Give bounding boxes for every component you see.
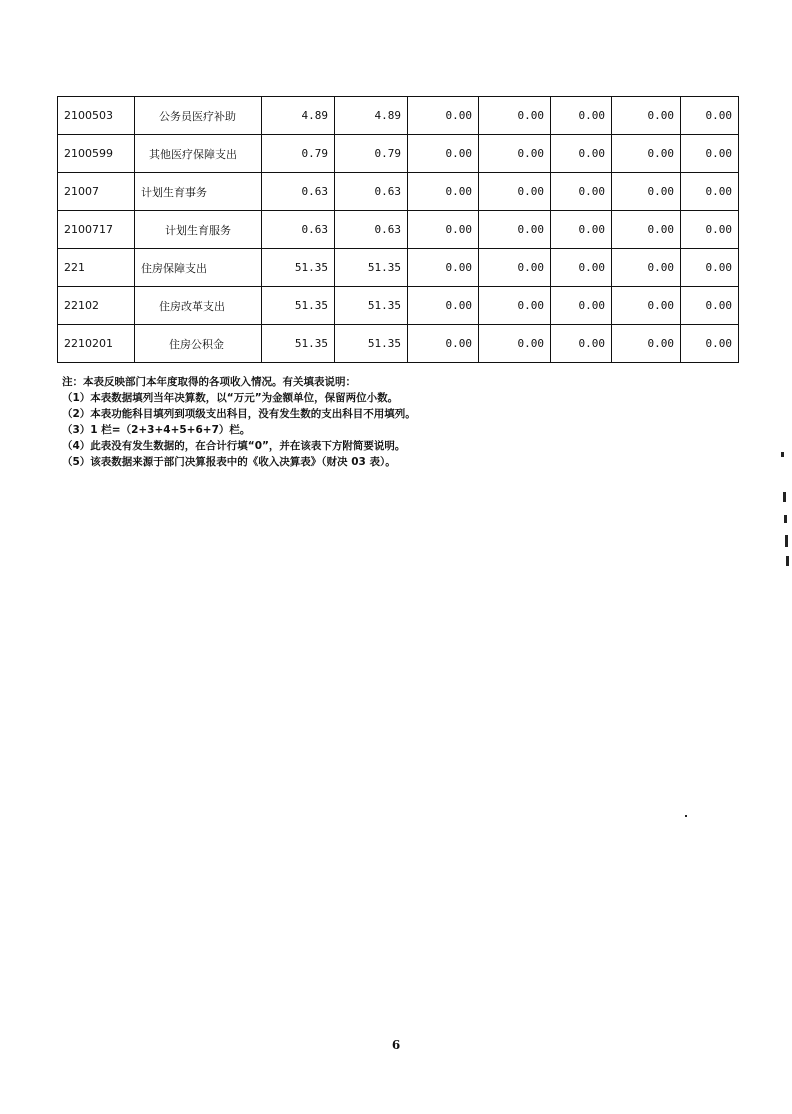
col-4: 0.00 [479,287,551,325]
col-4: 0.00 [479,173,551,211]
col-6: 0.00 [612,211,681,249]
subject-code: 2100599 [58,135,135,173]
scan-artifact [785,535,788,547]
col-1-total: 4.89 [262,97,335,135]
col-3: 0.00 [408,211,479,249]
subject-code: 2100503 [58,97,135,135]
table-row [58,249,739,287]
col-6: 0.00 [612,135,681,173]
col-4: 0.00 [479,325,551,363]
subject-name: 住房公积金 [135,325,262,363]
col-6: 0.00 [612,97,681,135]
note-item: （1）本表数据填列当年决算数，以“万元”为金额单位，保留两位小数。 [62,392,399,404]
col-2: 0.79 [335,135,408,173]
subject-name: 公务员医疗补助 [135,97,262,135]
col-4: 0.00 [479,249,551,287]
col-4: 0.00 [479,97,551,135]
col-2: 51.35 [335,249,408,287]
col-3: 0.00 [408,287,479,325]
scan-artifact [781,452,784,457]
table-row [58,325,739,363]
scan-artifact [784,515,787,523]
table-row [58,211,739,249]
subject-code: 21007 [58,173,135,211]
col-7: 0.00 [681,287,739,325]
col-5: 0.00 [551,211,612,249]
note-item: （5）该表数据来源于部门决算报表中的《收入决算表》（财决 03 表）。 [62,456,396,468]
col-7: 0.00 [681,97,739,135]
col-2: 4.89 [335,97,408,135]
col-1-total: 0.63 [262,211,335,249]
col-1-total: 51.35 [262,249,335,287]
col-5: 0.00 [551,97,612,135]
col-6: 0.00 [612,249,681,287]
col-7: 0.00 [681,211,739,249]
col-5: 0.00 [551,249,612,287]
col-6: 0.00 [612,287,681,325]
col-6: 0.00 [612,173,681,211]
income-table [57,96,739,363]
col-4: 0.00 [479,135,551,173]
scan-artifact [786,556,789,566]
page-number: 6 [391,1038,401,1052]
note-item: （4）此表没有发生数据的，在合计行填“0”，并在该表下方附简要说明。 [62,440,406,452]
subject-name: 住房改革支出 [135,287,262,325]
col-7: 0.00 [681,135,739,173]
subject-code: 2210201 [58,325,135,363]
col-1-total: 51.35 [262,287,335,325]
col-7: 0.00 [681,249,739,287]
table-row [58,97,739,135]
col-1-total: 51.35 [262,325,335,363]
subject-name: 计划生育事务 [135,173,262,211]
subject-code: 22102 [58,287,135,325]
col-3: 0.00 [408,249,479,287]
scan-artifact [685,815,687,817]
subject-code: 2100717 [58,211,135,249]
col-2: 0.63 [335,211,408,249]
col-5: 0.00 [551,287,612,325]
subject-name: 住房保障支出 [135,249,262,287]
col-6: 0.00 [612,325,681,363]
col-7: 0.00 [681,173,739,211]
table-row [58,173,739,211]
note-item: （2）本表功能科目填列到项级支出科目，没有发生数的支出科目不用填列。 [62,408,416,420]
notes-heading: 注：本表反映部门本年度取得的各项收入情况。有关填表说明： [62,376,356,388]
col-1-total: 0.63 [262,173,335,211]
col-5: 0.00 [551,173,612,211]
table-row [58,287,739,325]
table-row [58,135,739,173]
col-1-total: 0.79 [262,135,335,173]
col-2: 51.35 [335,325,408,363]
subject-code: 221 [58,249,135,287]
col-4: 0.00 [479,211,551,249]
subject-name: 计划生育服务 [135,211,262,249]
col-3: 0.00 [408,325,479,363]
col-3: 0.00 [408,97,479,135]
col-2: 51.35 [335,287,408,325]
note-item: （3）1 栏=（2+3+4+5+6+7）栏。 [62,424,251,436]
col-5: 0.00 [551,135,612,173]
col-3: 0.00 [408,173,479,211]
scan-artifact [783,492,786,502]
col-2: 0.63 [335,173,408,211]
subject-name: 其他医疗保障支出 [135,135,262,173]
col-7: 0.00 [681,325,739,363]
col-3: 0.00 [408,135,479,173]
col-5: 0.00 [551,325,612,363]
table-notes [62,374,722,470]
